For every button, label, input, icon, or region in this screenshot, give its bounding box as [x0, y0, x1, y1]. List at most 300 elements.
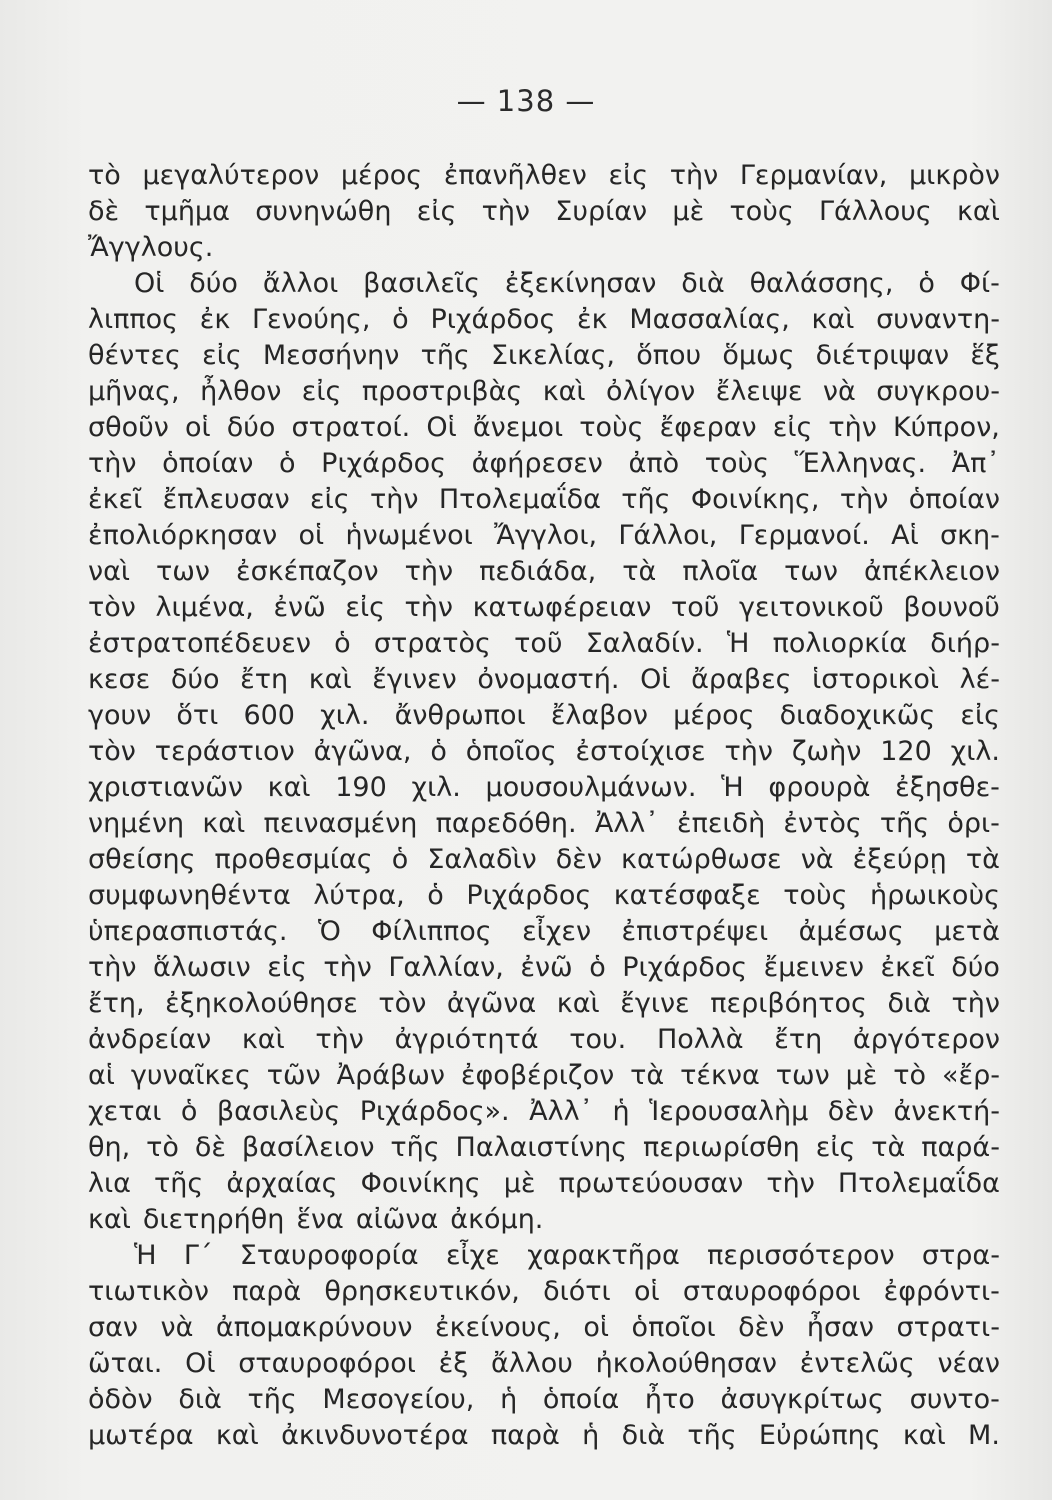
word: βασίλειον — [241, 1132, 375, 1163]
word: εἰς — [310, 484, 350, 515]
word: συγκρου- — [876, 376, 1000, 407]
word: εἰς — [960, 700, 1000, 731]
word: καὶ — [902, 1420, 946, 1451]
word: ἐπανῆλθεν — [443, 160, 587, 191]
text-line — [88, 1202, 1000, 1238]
word: λιππος — [88, 304, 178, 335]
word: ὀνομαστή. — [477, 664, 620, 695]
word: ἡ — [500, 1384, 518, 1415]
word: Ἀπ᾽ — [951, 448, 1000, 479]
word: προθεσμίας — [214, 844, 373, 875]
word: ἀρχαίας — [226, 1168, 338, 1199]
word: ἐντελῶς — [799, 1348, 915, 1379]
text-line — [88, 1274, 1000, 1310]
word: τὴν — [404, 556, 454, 587]
word: τὸ — [88, 160, 121, 191]
word: Γάλλους — [818, 196, 932, 227]
word: Ἡ — [134, 1240, 157, 1271]
word: ἐξεκίνησαν — [504, 268, 657, 299]
word: μετὰ — [934, 916, 1000, 947]
word: ἐξ — [438, 1348, 469, 1379]
word: τὰ — [630, 1060, 665, 1091]
word: παρὰ — [490, 1420, 560, 1451]
word: τὸν — [88, 592, 136, 623]
word: ἔλαβον — [550, 700, 649, 731]
word: διὰ — [681, 268, 725, 299]
word: τὰ — [965, 844, 1000, 875]
word: δὲν — [827, 1096, 874, 1127]
text-line — [88, 878, 1000, 914]
word: 190 — [335, 772, 387, 803]
word: ἔτη — [774, 1024, 823, 1055]
word: διετηρήθη — [142, 1204, 285, 1235]
word: ῶται. — [88, 1348, 163, 1379]
word: ἡρωικοὺς — [870, 880, 1000, 911]
word: ἄλλοι — [262, 268, 339, 299]
word: μέρος — [340, 160, 423, 191]
word: τῆς — [879, 808, 930, 839]
word: ἐπιστρέψει — [621, 916, 769, 947]
word: δύο — [226, 412, 276, 443]
word: εἰς — [267, 952, 307, 983]
word: τοὺς — [704, 448, 769, 479]
word: πεινασμένη — [263, 808, 418, 839]
word: καὶ — [215, 1420, 259, 1451]
word: εἰς — [416, 196, 457, 227]
word: ὁποία — [542, 1384, 620, 1415]
word: σταυροφόροι — [682, 1276, 861, 1307]
word: ὁδὸν — [88, 1384, 153, 1415]
text-line — [88, 446, 1000, 482]
word: τὴν — [481, 196, 531, 227]
word: λύτρα, — [313, 880, 405, 911]
word: Φίλιππος — [371, 916, 492, 947]
word: Ριχάρδος — [622, 952, 748, 983]
word: ἦσαν — [806, 1312, 874, 1343]
word: εἶχε — [445, 1240, 500, 1271]
word: βασιλεὺς — [216, 1096, 341, 1127]
word: τὴν — [766, 1168, 815, 1199]
word: ἀγῶνα, — [313, 736, 412, 767]
word: καὶ — [308, 664, 352, 695]
word: ἡ — [612, 1096, 630, 1127]
text-line — [88, 1058, 1000, 1094]
text-line — [88, 662, 1000, 698]
word: τὴν — [88, 448, 137, 479]
word: κεσε — [88, 664, 151, 695]
text-line — [88, 986, 1000, 1022]
word: εἰς — [815, 1132, 856, 1163]
word: θρησκευτικόν, — [324, 1276, 520, 1307]
word: ἀκινδυνοτέρα — [281, 1420, 469, 1451]
word: θη, — [88, 1132, 131, 1163]
word: περιβόητος — [710, 988, 867, 1019]
word: ὁρι- — [947, 808, 1000, 839]
word: Ἀλλ᾽ — [594, 808, 659, 839]
word: τέκνα — [680, 1060, 760, 1091]
word: πλοῖα — [682, 556, 759, 587]
word: διαδοχικῶς — [779, 700, 936, 731]
text-line — [88, 158, 1000, 194]
word: δύο — [951, 952, 1000, 983]
word: ζωὴν — [791, 736, 862, 767]
word: χριστιανῶν — [88, 772, 243, 803]
word: δὲν — [555, 844, 602, 875]
word: βασιλεῖς — [363, 268, 480, 299]
word: του. — [569, 1024, 627, 1055]
word: ἀνεκτή- — [893, 1096, 1000, 1127]
word: στρατοί. — [291, 412, 411, 443]
word: λια — [88, 1168, 131, 1199]
word: Κύπρον, — [892, 412, 1000, 443]
text-line — [88, 842, 1000, 878]
word: δὲν — [738, 1312, 785, 1343]
word: σθοῦν — [88, 412, 169, 443]
word: Ριχάρδος — [466, 880, 592, 911]
word: κατωφέρειαν — [472, 592, 652, 623]
text-line — [88, 734, 1000, 770]
word: τὴν — [315, 1024, 364, 1055]
text-line — [88, 1346, 1000, 1382]
word: Μεσογείου, — [322, 1384, 475, 1415]
word: χιλ. — [950, 736, 1000, 767]
word: Ἀλλ᾽ — [529, 1096, 594, 1127]
word: οἱ — [298, 520, 325, 551]
word: Πτολεμαΐδα — [837, 1168, 1000, 1199]
word: Φοινίκης, — [690, 484, 820, 515]
word: ἠκολούθησαν — [595, 1348, 777, 1379]
text-line — [88, 1094, 1000, 1130]
word: ἔτη — [240, 664, 289, 695]
word: προστριβὰς — [361, 376, 523, 407]
word: Ὁ — [317, 916, 341, 947]
word: ἐξεύρῃ — [852, 844, 947, 875]
text-line — [88, 698, 1000, 734]
word: τοῦ — [670, 592, 720, 623]
word: ἦτο — [644, 1384, 695, 1415]
word: παρὰ — [232, 1276, 302, 1307]
word: ἔλειψε — [715, 376, 803, 407]
word: Ἡ — [721, 772, 744, 803]
word: Σικελίας, — [490, 340, 616, 371]
word: Γερμανοί. — [738, 520, 870, 551]
word: καὶ — [811, 304, 855, 335]
text-line — [88, 806, 1000, 842]
word: περισσότερον — [707, 1240, 895, 1271]
word: στρα- — [921, 1240, 1000, 1271]
word: ἅλωσιν — [153, 952, 251, 983]
word: σκη- — [940, 520, 1000, 551]
word: χεται — [88, 1096, 162, 1127]
word: ἔπλευσαν — [162, 484, 290, 515]
text-line — [88, 194, 1000, 230]
word: ἄνθρωποι — [394, 700, 526, 731]
word: ἐστρατοπέδευεν — [88, 628, 311, 659]
word: διὰ — [887, 988, 931, 1019]
word: διότι — [543, 1276, 611, 1307]
text-line — [88, 1130, 1000, 1166]
word: ὁ — [427, 880, 444, 911]
word: Οἱ — [185, 1348, 216, 1379]
word: μωτέρα — [88, 1420, 194, 1451]
word: καὶ — [542, 376, 586, 407]
word: διὰ — [178, 1384, 222, 1415]
word: ἀπομακρύνουν — [215, 1312, 413, 1343]
word: γειτονικοῦ — [738, 592, 884, 623]
word: ἄραβες — [691, 664, 792, 695]
word: ὑπερασπιστάς. — [88, 916, 288, 947]
text-line — [88, 1418, 1000, 1454]
text-line — [88, 266, 1000, 302]
word: Ριχάρδος». — [359, 1096, 510, 1127]
word: καὶ — [267, 772, 311, 803]
word: στρατὸς — [373, 628, 491, 659]
word: ἀπὸ — [628, 448, 680, 479]
word: λέ- — [959, 664, 1000, 695]
word: θαλάσσης, — [749, 268, 894, 299]
word: τὴν — [370, 484, 419, 515]
word: βουνοῦ — [903, 592, 1000, 623]
text-line — [88, 1166, 1000, 1202]
word: εἰς — [608, 160, 649, 191]
word: μικρὸν — [909, 160, 1000, 191]
word: Ἄγγλους. — [88, 232, 214, 263]
word: ἐκεῖ — [88, 484, 143, 515]
word: τῆς — [247, 1384, 297, 1415]
word: ἡνωμένοι — [345, 520, 473, 551]
word: τῆς — [420, 340, 470, 371]
word: Σαλαδίν. — [585, 628, 704, 659]
word: ἐσκέπαζον — [236, 556, 379, 587]
word: ὁ — [589, 952, 606, 983]
text-line — [88, 1238, 1000, 1274]
text-line — [88, 554, 1000, 590]
word: δὲ — [88, 196, 120, 227]
word: τμῆμα — [144, 196, 230, 227]
word: των — [156, 556, 210, 587]
word: διὰ — [621, 1420, 666, 1451]
word: ἱστορικοὶ — [812, 664, 940, 695]
word: ὁποίαν — [162, 448, 254, 479]
word: Γάλλοι, — [618, 520, 718, 551]
word: ὅτι — [176, 700, 219, 731]
word: αἱ — [88, 1060, 115, 1091]
word: τὴν — [839, 484, 889, 515]
word: Μ. — [968, 1420, 1000, 1451]
word: ὁποῖοι — [631, 1312, 716, 1343]
word: ἔτη, — [88, 988, 145, 1019]
word: Ἄγγλοι, — [494, 520, 598, 551]
word: τὸ — [146, 1132, 179, 1163]
word: οἱ — [184, 412, 211, 443]
word: νημένη — [88, 808, 185, 839]
word: ἄνεμοι — [472, 412, 564, 443]
word: δὲ — [194, 1132, 226, 1163]
text-line — [88, 374, 1000, 410]
word: διήρ- — [930, 628, 1000, 659]
word: ἀκόμη. — [450, 1204, 544, 1235]
word: Ἀράβων — [336, 1060, 445, 1091]
word: τοὺς — [783, 880, 848, 911]
word: πρωτεύουσαν — [558, 1168, 744, 1199]
word: Μεσσήνην — [262, 340, 400, 371]
word: ἐστοίχισε — [575, 736, 706, 767]
word: ἐκ — [199, 304, 231, 335]
word: τὴν — [951, 988, 1000, 1019]
word: Φοινίκης — [360, 1168, 481, 1199]
word: ἕνα — [296, 1204, 344, 1235]
word: Συρίαν — [555, 196, 648, 227]
word: τὴν — [323, 952, 372, 983]
word: αἰῶνα — [355, 1204, 439, 1235]
word: ὁ — [392, 304, 409, 335]
word: τὴν — [669, 160, 719, 191]
word: Γ΄ — [183, 1240, 213, 1271]
word: εἰς — [202, 340, 242, 371]
word: εἶχεν — [522, 916, 592, 947]
word: ἀπέκλειον — [864, 556, 1000, 587]
word: ἄλλου — [491, 1348, 573, 1379]
word: ἐξηκολούθησε — [165, 988, 358, 1019]
word: ὁ — [430, 736, 447, 767]
word: τὸν — [378, 988, 427, 1019]
word: ἐνῶ — [520, 952, 573, 983]
text-line — [88, 230, 1000, 266]
word: χιλ. — [320, 700, 370, 731]
word: ἐκ — [577, 304, 608, 335]
text-line — [88, 1310, 1000, 1346]
word: ἐπειδὴ — [676, 808, 766, 839]
text-line — [88, 410, 1000, 446]
word: κατέσφαξε — [613, 880, 761, 911]
word: Ριχάρδος — [430, 304, 556, 335]
word: Σαλαδὶν — [427, 844, 537, 875]
word: Γενούης, — [252, 304, 371, 335]
word: τὴν — [724, 736, 773, 767]
word: οἱ — [633, 1276, 660, 1307]
word: συναντη- — [876, 304, 1000, 335]
word: γυναῖκες — [130, 1060, 251, 1091]
word: παρά- — [921, 1132, 1000, 1163]
word: μεγαλύτερον — [142, 160, 320, 191]
word: ὁ — [391, 844, 409, 875]
word: των — [784, 556, 839, 587]
word: τιωτικὸν — [88, 1276, 209, 1307]
word: ὁ — [918, 268, 935, 299]
text-line — [88, 338, 1000, 374]
word: λιμένα, — [155, 592, 254, 623]
word: συντο- — [909, 1384, 1000, 1415]
word: ἔγινεν — [372, 664, 457, 695]
word: ἐφοβέριζον — [460, 1060, 615, 1091]
word: καὶ — [202, 808, 246, 839]
word: 600 — [243, 700, 295, 731]
word: ἦλθον — [200, 376, 282, 407]
word: ὁποίαν — [908, 484, 1000, 515]
word: χιλ. — [411, 772, 461, 803]
word: ἐκεῖ — [880, 952, 935, 983]
word: Γαλλίαν, — [388, 952, 504, 983]
word: εἰς — [772, 412, 813, 443]
word: τῆς — [390, 1132, 440, 1163]
word: Ριχάρδος — [321, 448, 447, 479]
word: χαρακτῆρα — [527, 1240, 680, 1271]
text-line — [88, 950, 1000, 986]
word: Ἕλληνας. — [794, 448, 927, 479]
word: Φί- — [959, 268, 1000, 299]
word: τὸ — [893, 1060, 927, 1091]
word: ὁ — [180, 1096, 198, 1127]
word: κατώρθωσε — [621, 844, 782, 875]
word: πεδιάδα, — [479, 556, 597, 587]
word: τὴν — [88, 952, 137, 983]
word: σθείσης — [88, 844, 196, 875]
word: Μασσαλίας, — [629, 304, 790, 335]
word: ἔγινε — [620, 988, 690, 1019]
word: μὲ — [845, 1060, 878, 1091]
word: νέαν — [937, 1348, 1000, 1379]
word: Ἱερουσαλὴμ — [649, 1096, 809, 1127]
word: νὰ — [800, 844, 834, 875]
word: Πτολεμαΐδα — [438, 484, 601, 515]
word: εἰς — [301, 376, 342, 407]
word: θέντες — [88, 340, 181, 371]
word: ἐξησθε- — [895, 772, 1000, 803]
text-line — [88, 770, 1000, 806]
word: καὶ — [957, 196, 1000, 227]
word: σαν — [88, 1312, 138, 1343]
word: «ἔρ- — [941, 1060, 1000, 1091]
word: τοὺς — [729, 196, 794, 227]
word: τὸν — [88, 736, 136, 767]
word: ἕξ — [970, 340, 1000, 371]
word: διέτριψαν — [815, 340, 950, 371]
word: ἀμέσως — [798, 916, 904, 947]
word: ὅπου — [636, 340, 702, 371]
word: μὲ — [672, 196, 705, 227]
word: ὅμως — [722, 340, 795, 371]
word: Παλαιστίνης — [455, 1132, 628, 1163]
word: δύο — [170, 664, 220, 695]
word: ἀνδρείαν — [88, 1024, 212, 1055]
word: Οἱ — [426, 412, 457, 443]
word: φρουρὰ — [768, 772, 871, 803]
word: οἱ — [583, 1312, 610, 1343]
word: ἀργότερον — [852, 1024, 1000, 1055]
word: ἀγριότητά — [394, 1024, 539, 1055]
word: καὶ — [241, 1024, 285, 1055]
text-line — [88, 482, 1000, 518]
word: ὀλίγον — [606, 376, 696, 407]
word: τῆς — [621, 484, 671, 515]
word: καὶ — [88, 1204, 131, 1235]
word: τῆς — [154, 1168, 204, 1199]
word: Γερμανίαν, — [739, 160, 888, 191]
word: ναὶ — [88, 556, 131, 587]
word: ἐνῶ — [273, 592, 326, 623]
word: στρατι- — [896, 1312, 1000, 1343]
word: τὰ — [871, 1132, 906, 1163]
word: μὲ — [503, 1168, 536, 1199]
text-line — [88, 1022, 1000, 1058]
word: ὁ — [279, 448, 296, 479]
text-line — [88, 626, 1000, 662]
word: ἔφεραν — [659, 412, 757, 443]
word: ἀγῶνα — [446, 988, 537, 1019]
word: Πολλὰ — [656, 1024, 744, 1055]
word: γουν — [88, 700, 152, 731]
word: Ἡ — [726, 628, 750, 659]
